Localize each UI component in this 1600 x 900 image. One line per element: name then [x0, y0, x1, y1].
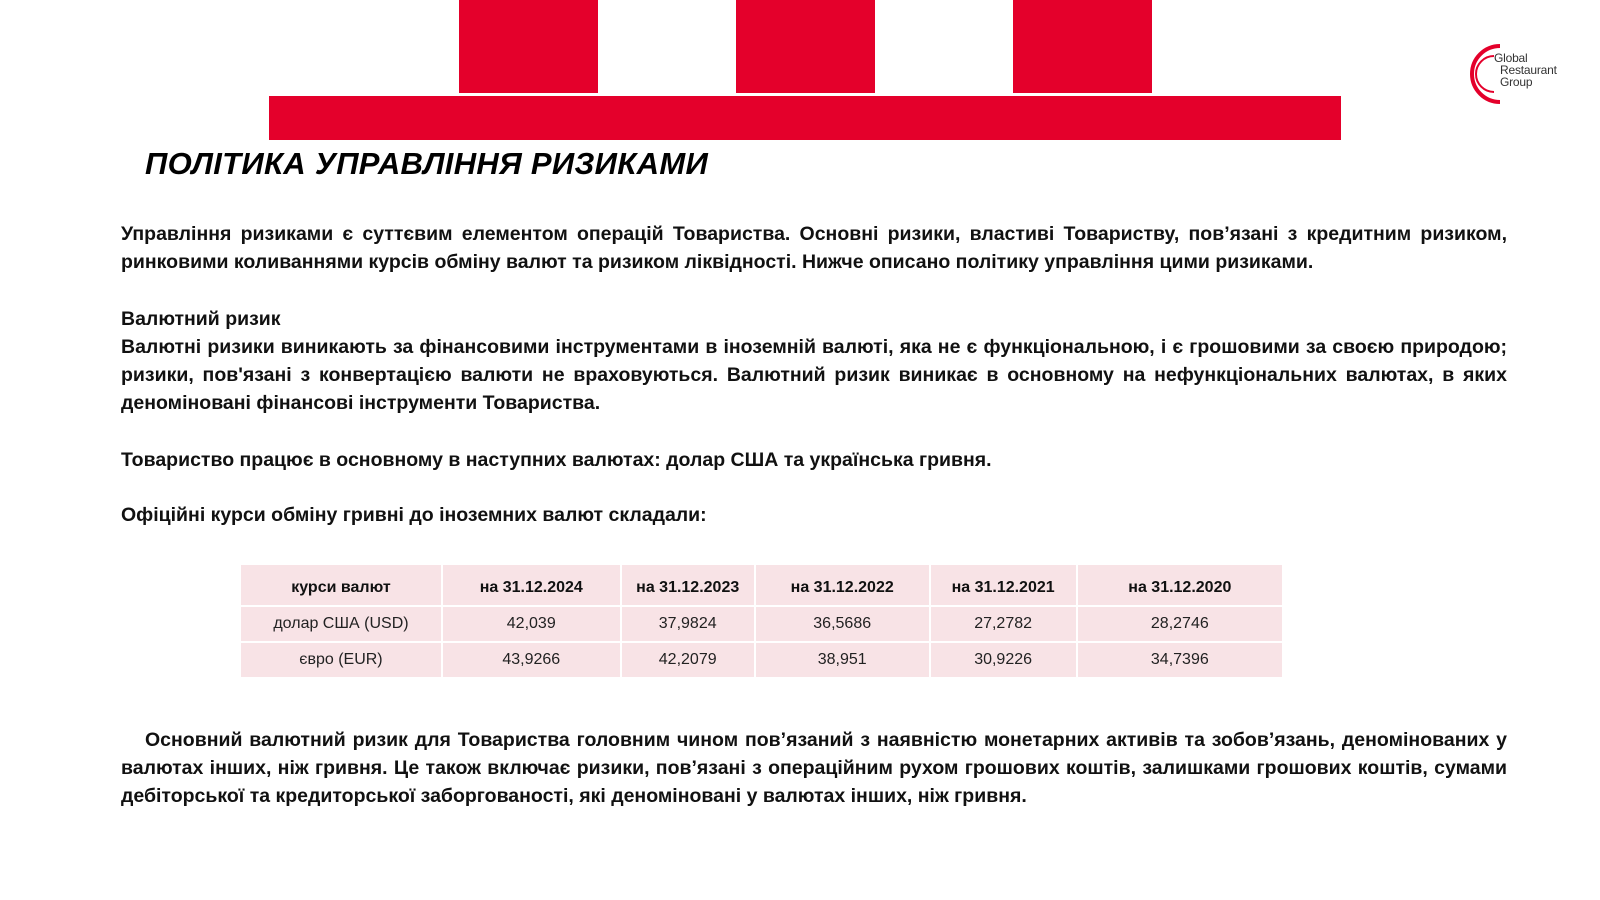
fx-risk-paragraph: Валютні ризики виникають за фінансовими інструментами в іноземній валюті, яка не є функціональною, і є грошовими за своєю природою; ризики, пов'язані з конвертацією валюти не враховуються. Валютний ризик виникає в основному на нефункціональних валютах, в яких деноміновані фінансові інструменти Товариства.: [121, 336, 1507, 414]
table-header-cell: на 31.12.2022: [755, 565, 930, 606]
table-header-cell: на 31.12.2020: [1077, 565, 1283, 606]
table-header-cell: на 31.12.2021: [930, 565, 1077, 606]
table-cell: долар США (USD): [241, 606, 442, 642]
table-header-cell: на 31.12.2024: [442, 565, 621, 606]
table-cell: 38,951: [755, 642, 930, 678]
table-header-cell: курси валют: [241, 565, 442, 606]
table-row: [241, 642, 1283, 678]
table-cell: 27,2782: [930, 606, 1077, 642]
table-cell: 42,2079: [621, 642, 755, 678]
page-title: ПОЛІТИКА УПРАВЛІННЯ РИЗИКАМИ: [145, 146, 709, 181]
table-cell: 42,039: [442, 606, 621, 642]
decorative-red-block-2: [736, 0, 875, 93]
currencies-paragraph: Товариство працює в основному в наступних валютах: долар США та українська гривня.: [121, 449, 992, 471]
table-cell: 30,9226: [930, 642, 1077, 678]
rates-intro-paragraph: Офіційні курси обміну гривні до іноземних валют складали:: [121, 504, 707, 526]
decorative-red-block-3: [1013, 0, 1152, 93]
table-cell: 34,7396: [1077, 642, 1283, 678]
decorative-red-banner: [269, 96, 1341, 140]
logo-line-2: Restaurant: [1500, 63, 1557, 77]
company-logo: [1470, 42, 1570, 106]
table-cell: 43,9266: [442, 642, 621, 678]
table-cell: 36,5686: [755, 606, 930, 642]
logo-line-1: Global: [1494, 51, 1528, 65]
main-risk-paragraph: Основний валютний ризик для Товариства головним чином пов’язаний з наявністю монетарних активів та зобов’язань, деномінованих у валютах інших, ніж гривня. Це також включає ризики, пов’язані з операційним рухом грошових коштів, залишками грошових коштів, сумами дебіторської та кредиторської заборгованості, які деноміновані у валютах інших, ніж гривня.: [121, 729, 1507, 807]
fx-risk-heading: Валютний ризик: [121, 308, 281, 330]
intro-paragraph: Управління ризиками є суттєвим елементом операцій Товариства. Основні ризики, властиві Товариству, пов’язані з кредитним ризиком, ринковими коливаннями курсів обміну валют та ризиком ліквідності. Нижче описано політику управління цими ризиками.: [121, 223, 1507, 273]
table-cell: євро (EUR): [241, 642, 442, 678]
table-cell: 37,9824: [621, 606, 755, 642]
table-header-row: [241, 565, 1283, 606]
decorative-red-block-1: [459, 0, 598, 93]
table-row: [241, 606, 1283, 642]
table-cell: 28,2746: [1077, 606, 1283, 642]
table-header-cell: на 31.12.2023: [621, 565, 755, 606]
exchange-rates-table: [241, 565, 1284, 679]
logo-line-3: Group: [1500, 75, 1533, 89]
